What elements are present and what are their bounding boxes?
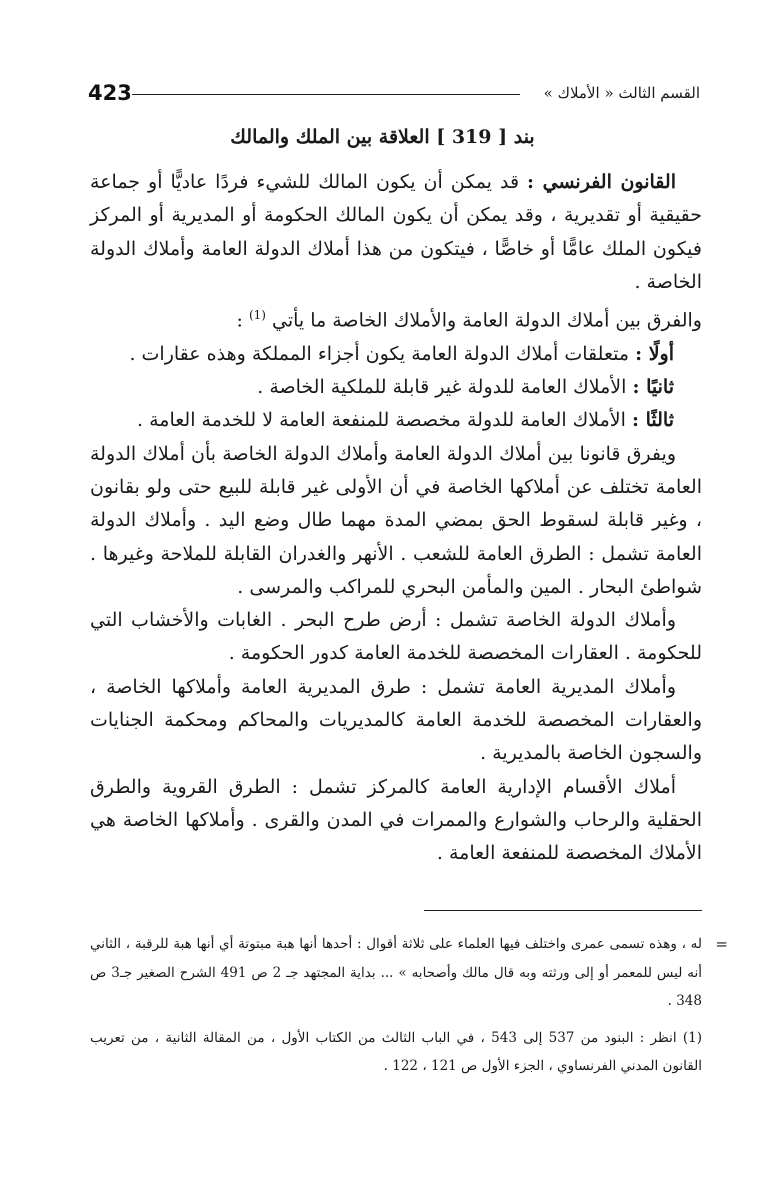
paragraph-district-property: أملاك الأقسام الإدارية العامة كالمركز تشمل : الطرق القروية والطرق الحقلية والرحاب والشوارع والممرات في المدن والقرى . وأملاكها الخاصة هي الأملاك المخصصة للمنفعة العامة . (90, 775, 702, 865)
footnotes (90, 930, 728, 1081)
footnote-rule (424, 910, 702, 911)
body-text (90, 166, 702, 871)
footnote-continuation-mark: = (715, 935, 728, 953)
page-header (88, 78, 700, 108)
list-item-text: الأملاك العامة للدولة غير قابلة للملكية الخاصة . (257, 376, 633, 399)
paragraph-text: والفرق بين أملاك الدولة العامة والأملاك الخاصة ما يأتي (272, 309, 702, 332)
paragraph-difference (90, 299, 702, 338)
list-item-text: متعلقات أملاك الدولة العامة يكون أجزاء المملكة وهذه عقارات . (129, 342, 636, 365)
paragraph-private-property: وأملاك الدولة الخاصة تشمل : أرض طرح البحر . الغابات والأخشاب التي للحكومة . العقارات المخصصة للخدمة العامة كدور الحكومة . (90, 609, 702, 665)
paragraph-directorate-property: وأملاك المديرية العامة تشمل : طرق المديرية العامة وأملاكها الخاصة ، والعقارات المخصصة للخدمة العامة كالمديريات والمحاكم ومحكمة الجنايات والسجون الخاصة بالمديرية . (90, 675, 702, 765)
footnote-reference: (1) (248, 308, 266, 323)
paragraph-text: قد يمكن أن يكون المالك للشيء فردًا عاديًّا أو جماعة حقيقية أو تقديرية ، وقد يمكن أن يكون المالك الحكومة أو المديرية أو المركز فيكون الملك عامًّا أو خاصًّا ، فيتكون من هذا أملاك الدولة العامة وأملاك الدولة الخاصة . (90, 171, 702, 293)
page-number: 423 (88, 81, 132, 105)
list-item-text: الأملاك العامة للدولة مخصصة للمنفعة العامة لا للخدمة العامة . (137, 409, 632, 432)
running-head: القسم الثالث « الأملاك » (543, 84, 700, 102)
list-item-first (90, 338, 702, 371)
paragraph-text: : (236, 309, 249, 332)
paragraph-lead: القانون الفرنسي : (527, 171, 676, 193)
list-item-second (90, 371, 702, 404)
list-item-third (90, 404, 702, 437)
list-item-lead: أولًا : (635, 342, 674, 365)
list-item-lead: ثانيًا : (632, 376, 674, 399)
list-item-lead: ثالثًا : (631, 409, 674, 432)
section-title: بند [ 319 ] العلاقة بين الملك والمالك (230, 126, 535, 148)
footnote-continued: له ، وهذه تسمى عمرى واختلف فيها العلماء على ثلاثة أقوال : أحدها أنها هبة مبتوتة أي أنها هبة للرقبة ، الثاني أنه ليس للمعمر أو إلى ورثته وبه قال مالك وأصحابه » ... بداية المجتهد جـ 2 ص 491 الشرح الصغير جـ3 ص 348 . (90, 936, 703, 1009)
header-rule (132, 94, 520, 95)
paragraph-public-property: ويفرق قانونا بين أملاك الدولة العامة وأملاك الدولة الخاصة بأن أملاك الدولة العامة تختلف عن أملاكها الخاصة في أن الأولى غير قابلة للبيع حتى ولو بقانون ، وغير قابلة لسقوط الحق بمضي المدة مهما طال وضع اليد . وأملاك الدولة العامة تشمل : الطرق العامة للشعب . الأنهر والغدران القابلة للملاحة وغيرها . شواطئ البحار . المين والمأمن البحري للمراكب والمرسى . (90, 442, 702, 598)
footnote-1: (1) انظر : البنود من 537 إلى 543 ، في الباب الثالث من الكتاب الأول ، من المقالة الثانية ، من تعريب القانون المدني الفرنساوي ، الجزء الأول ص 121 ، 122 . (90, 1029, 702, 1074)
paragraph-french-law (90, 166, 702, 299)
